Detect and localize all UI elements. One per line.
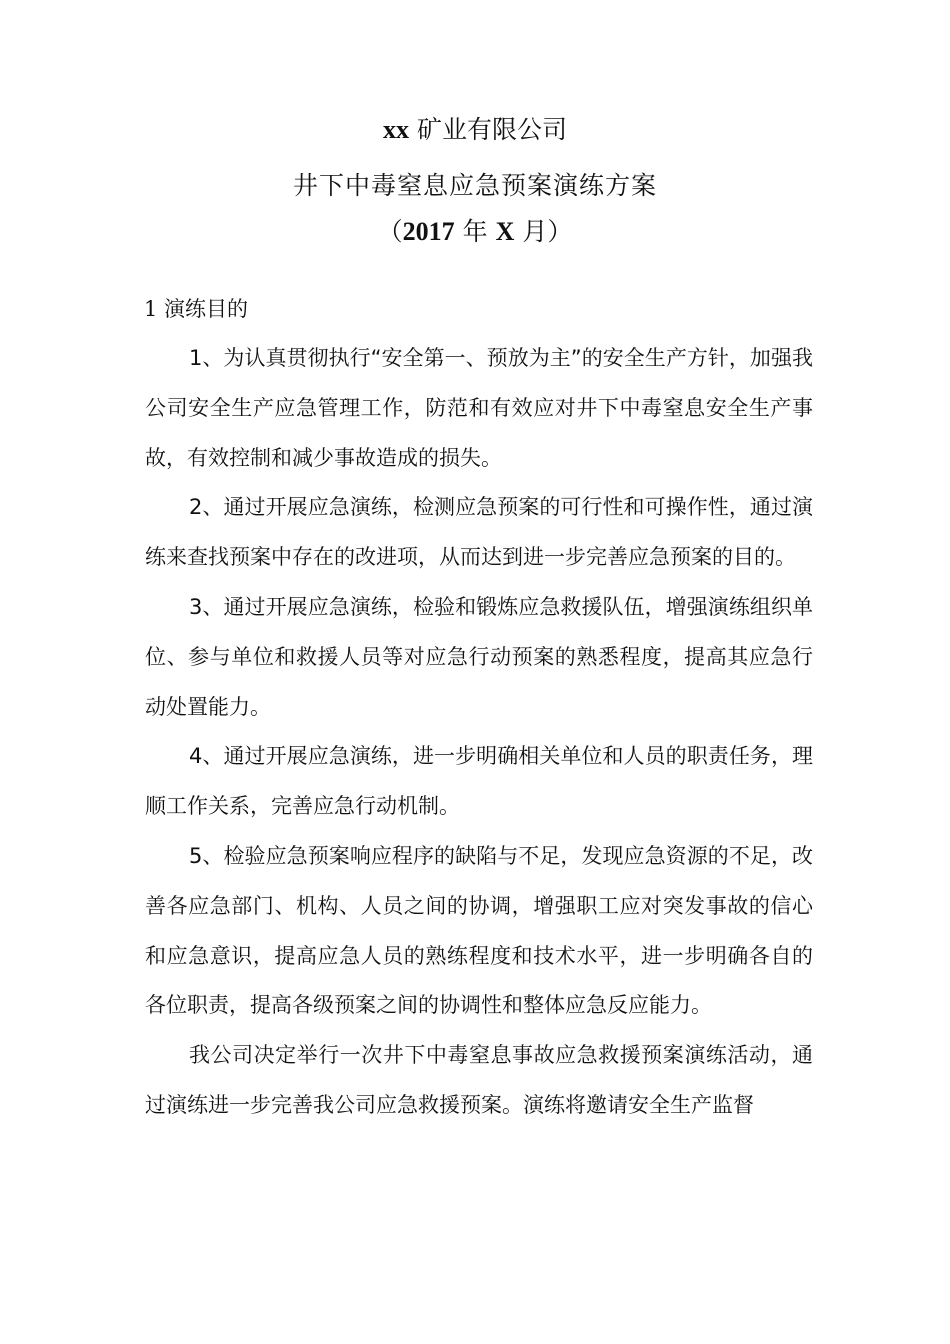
plan-title: 井下中毒窒息应急预案演练方案 [292, 171, 657, 200]
paragraph-3: 3、通过开展应急演练，检验和锻炼应急救援队伍，增强演练组织单位、参与单位和救援人员等对应急行动预案的熟悉程度，提高其应急行动处置能力。 [145, 594, 813, 719]
company-title [0, 112, 950, 148]
date-close-paren: ） [547, 217, 573, 246]
paragraph-1: 1、为认真贯彻执行“安全第一、预放为主”的安全生产方针，加强我公司安全生产应急管理工作，防范和有效应对井下中毒窒息安全生产事故，有效控制和减少事故造成的损失。 [145, 346, 813, 470]
paragraph-6: 我公司决定举行一次井下中毒窒息事故应急救援预案演练活动，通过演练进一步完善我公司应急救援预案。演练将邀请安全生产监督 [145, 1043, 813, 1117]
date-month: X [495, 217, 515, 246]
paragraph-2: 2、通过开展应急演练，检测应急预案的可行性和可操作性，通过演练来查找预案中存在的改进项，从而达到进一步完善应急预案的目的。 [145, 495, 813, 570]
company-prefix: xx [383, 115, 410, 144]
plan-date [0, 214, 950, 250]
date-month-unit: 月 [522, 217, 548, 246]
date-open-paren: （ [377, 217, 403, 246]
paragraph-4: 4、通过开展应急演练，进一步明确相关单位和人员的职责任务，理顺工作关系，完善应急行动机制。 [145, 744, 813, 819]
section-heading: 1 演练目的 [144, 297, 249, 321]
date-year-unit: 年 [462, 217, 488, 246]
paragraph-5: 5、检验应急预案响应程序的缺陷与不足，发现应急资源的不足，改善各应急部门、机构、人员之间的协调，增强职工应对突发事故的信心和应急意识，提高应急人员的熟练程度和技术水平，进一步明确各自的各位职责，提高各级预案之间的协调性和整体应急反应能力。 [145, 843, 813, 1018]
document-body [145, 334, 813, 1131]
company-name: 矿业有限公司 [416, 115, 567, 144]
date-year: 2017 [402, 217, 455, 246]
